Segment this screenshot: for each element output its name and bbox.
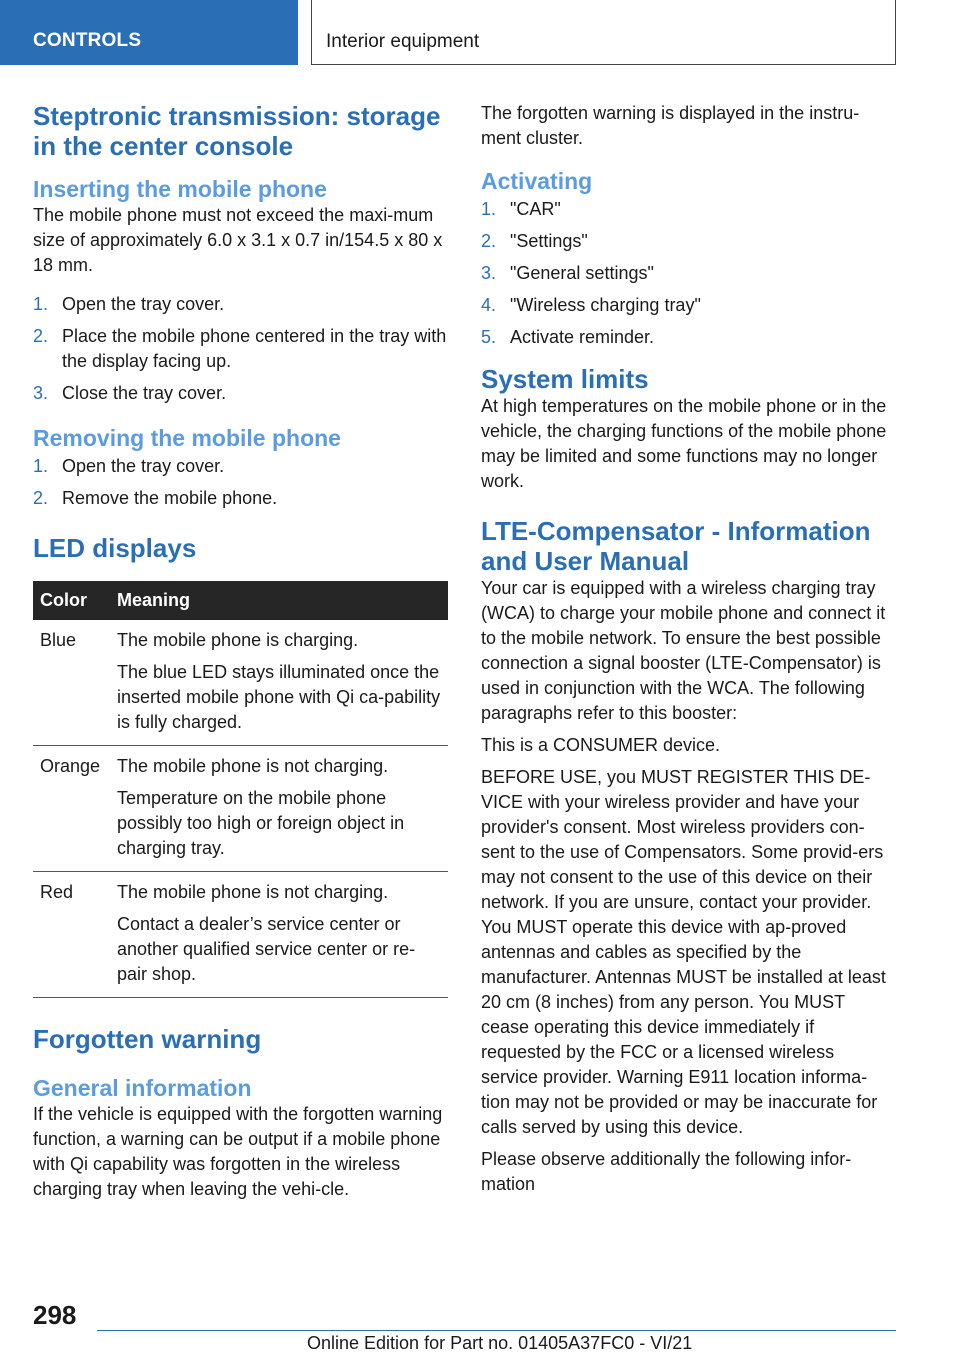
list-item: 3. Close the tray cover. [33, 383, 227, 403]
list-item: 3. "General settings" [481, 263, 654, 283]
text-phone-size: The mobile phone must not exceed the maxi-mum size of approximately 6.0 x 3.1 x 0.7 in/154.5 x 80 x 18 mm. [33, 205, 443, 275]
page-number: 298 [33, 1300, 77, 1330]
text-forgotten-displayed: The forgotten warning is displayed in the instru-ment cluster. [481, 103, 860, 148]
heading-forgotten-warning: Forgotten warning [33, 1024, 262, 1054]
text-lte-consumer: This is a CONSUMER device. [481, 735, 721, 755]
cell-meaning: The mobile phone is not charging. Temperature on the mobile phone possibly too high or foreign object in charging tray. [110, 746, 448, 872]
remove-steps [33, 454, 448, 511]
list-item: 2. "Settings" [481, 231, 588, 251]
footer-edition: Online Edition for Part no. 01405A37FC0 - VI/21 [307, 1333, 693, 1353]
cell-color: Red [33, 872, 110, 998]
text-lte-observe: Please observe additionally the following infor-mation [481, 1149, 852, 1194]
text-general-information: If the vehicle is equipped with the forgotten warning function, a warning can be output if a mobile phone with Qi capability was forgotten in the wireless charging tray when leaving the vehi-cle. [33, 1104, 443, 1199]
list-item: 1. Open the tray cover. [33, 456, 225, 476]
heading-inserting: Inserting the mobile phone [33, 176, 327, 202]
right-column [481, 101, 896, 1197]
text-system-limits: At high temperatures on the mobile phone or in the vehicle, the charging functions of the mobile phone may be limited and some functions may no longer work. [481, 396, 887, 491]
heading-general-information: General information [33, 1075, 252, 1101]
heading-activating: Activating [481, 168, 593, 194]
heading-steptronic: Steptronic transmission: storage in the center console [33, 101, 441, 161]
insert-steps [33, 292, 448, 406]
list-item: 2. Remove the mobile phone. [33, 488, 278, 508]
text-lte-intro: Your car is equipped with a wireless charging tray (WCA) to charge your mobile phone and connect it to the mobile network. To ensure the best possible connection a signal booster (LTE-Compensator) is used in conjunction with the WCA. The following paragraphs refer to this booster: [481, 578, 886, 723]
table-header-color: Color [33, 581, 110, 620]
table-header-meaning: Meaning [110, 581, 448, 620]
heading-system-limits: System limits [481, 364, 649, 394]
table-row [33, 620, 448, 746]
table-row [33, 872, 448, 998]
list-item: 4. "Wireless charging tray" [481, 295, 701, 315]
cell-meaning: The mobile phone is not charging. Contact a dealer’s service center or another qualified service center or re-pair shop. [110, 872, 448, 998]
list-item: 5. Activate reminder. [481, 327, 655, 347]
footer-divider [97, 1330, 896, 1331]
activate-steps [481, 197, 896, 350]
header-section-tab [0, 0, 298, 65]
cell-color: Orange [33, 746, 110, 872]
header-chapter-label: Interior equipment [326, 31, 480, 52]
header-chapter-box [311, 0, 896, 65]
left-column [33, 101, 448, 1202]
heading-lte-compensator: LTE-Compensator - Information and User Manual [481, 516, 871, 576]
text-lte-registration: BEFORE USE, you MUST REGISTER THIS DE-VICE with your wireless provider and have your provider's consent. Most wireless providers con-sent to the use of Compensators. Some provid-ers may not consent to the use of this device on their network. If you are unsure, contact your provider. You MUST operate this device with ap-proved antennas and cables as specified by the manufacturer. Antennas MUST be installed at least 20 cm (8 inches) from any person. You MUST cease operating this device immediately if requested by the FCC or a licensed wireless service provider. Warning E911 location informa-tion may not be provided or may be inaccurate for calls served by using this device. [481, 767, 886, 1137]
list-item: 2. Place the mobile phone centered in the tray with the display facing up. [33, 326, 447, 371]
cell-meaning: The mobile phone is charging. The blue LED stays illuminated once the inserted mobile phone with Qi ca-pability is fully charged. [110, 620, 448, 746]
led-table [33, 581, 448, 998]
cell-color: Blue [33, 620, 110, 746]
heading-led-displays: LED displays [33, 533, 197, 563]
table-row [33, 746, 448, 872]
table-header-row [33, 581, 448, 620]
list-item: 1. "CAR" [481, 199, 561, 219]
header-section-label: CONTROLS [33, 30, 142, 51]
heading-removing: Removing the mobile phone [33, 425, 341, 451]
list-item: 1. Open the tray cover. [33, 294, 225, 314]
